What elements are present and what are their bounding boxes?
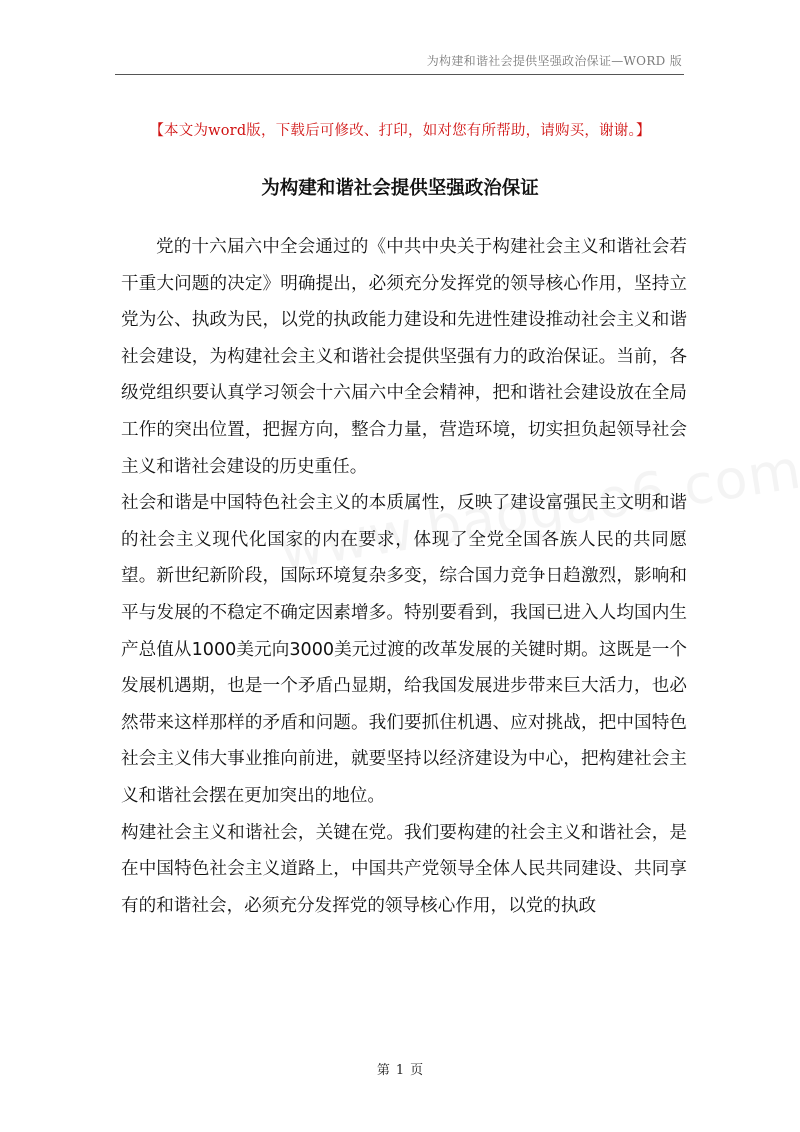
- paragraph-1: 党的十六届六中全会通过的《中共中央关于构建社会主义和谐社会若干重大问题的决定》明确提出，必须充分发挥党的领导核心作用，坚持立党为公、执政为民，以党的执政能力建设和先进性建设推动社会主义和谐社会建设，为构建社会主义和谐社会提供坚强有力的政治保证。当前，各级党组织要认真学习领会十六届六中全会精神，把和谐社会建设放在全局工作的突出位置，把握方向，整合力量，营造环境，切实担负起领导社会主义和谐社会建设的历史重任。: [121, 237, 687, 477]
- running-header: 为构建和谐社会提供坚强政治保证—WORD 版: [426, 54, 682, 68]
- header-divider: [115, 74, 684, 75]
- page-footer: [0, 1059, 800, 1078]
- document-body: [121, 229, 687, 924]
- download-notice: 【本文为word版，下载后可修改、打印，如对您有所帮助，请购买，谢谢。】: [149, 123, 651, 139]
- footer-prefix: 第: [376, 1063, 390, 1078]
- document-title: 为构建和谐社会提供坚强政治保证: [261, 178, 539, 199]
- paragraph-3: 构建社会主义和谐社会，关键在党。我们要构建的社会主义和谐社会，是在中国特色社会主义道路上，中国共产党领导全体人民共同建设、共同享有的和谐社会，必须充分发挥党的领导核心作用，以党的执政: [121, 822, 687, 916]
- paragraph-2: 社会和谐是中国特色社会主义的本质属性，反映了建设富强民主文明和谐的社会主义现代化国家的内在要求，体现了全党全国各族人民的共同愿望。新世纪新阶段，国际环境复杂多变，综合国力竞争日趋激烈，影响和平与发展的不稳定不确定因素增多。特别要看到，我国已进入人均国内生产总值从1000美元向3000美元过渡的改革发展的关键时期。这既是一个发展机遇期，也是一个矛盾凸显期，给我国发展进步带来巨大活力，也必然带来这样那样的矛盾和问题。我们要抓住机遇、应对挑战，把中国特色社会主义伟大事业推向前进，就要坚持以经济建设为中心，把构建社会主义和谐社会摆在更加突出的地位。: [121, 493, 687, 806]
- footer-suffix: 页: [410, 1063, 424, 1078]
- page-number: 1: [395, 1063, 405, 1078]
